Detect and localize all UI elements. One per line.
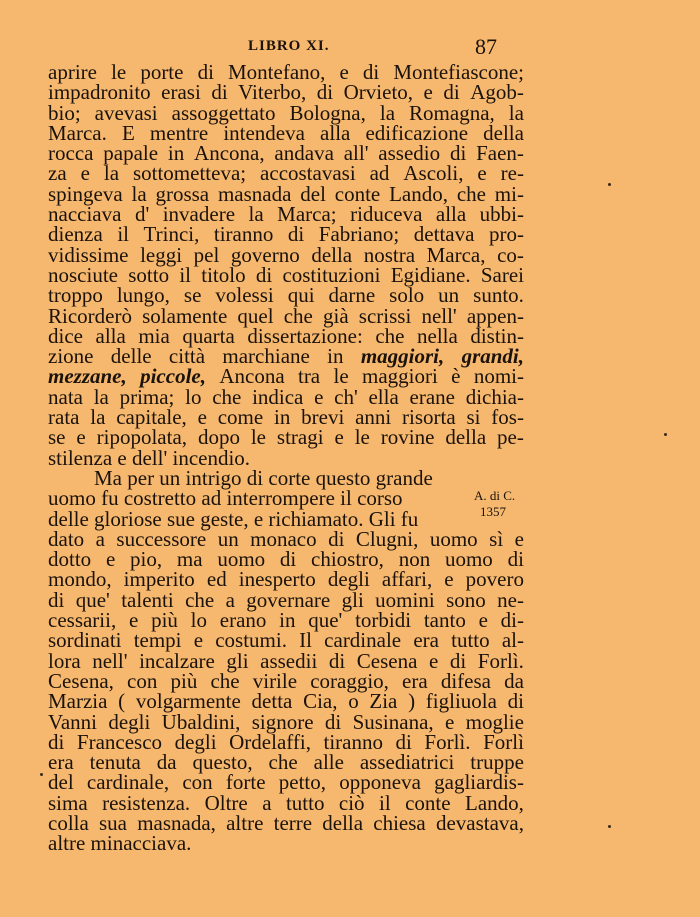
body-text [48, 62, 524, 854]
paper-speck [664, 433, 667, 436]
text-line: dotto e pio, ma uomo di chiostro, non uomo di [48, 547, 524, 572]
text-line: rocca papale in Ancona, andava all' assedio di Faen- [48, 141, 524, 166]
text-line: era tenuta da questo, che alle assediatrici truppe [48, 750, 524, 775]
text-line: aprire le porte di Montefano, e di Montefiascone; [48, 60, 524, 84]
text-line: nosciute sotto il titolo di costituzioni Egidiane. Sarei [48, 262, 524, 287]
text-line: Ma per un intrigo di corte questo grande [94, 465, 433, 490]
margin-note [474, 488, 534, 520]
paper-speck [608, 825, 611, 828]
text-line: Cesena, con più che virile coraggio, era difesa da [48, 668, 524, 693]
page-number: 87 [475, 34, 497, 59]
text-line: sima resistenza. Oltre a tutto ciò il conte Lando, [48, 790, 524, 815]
text-line: lora nell' incalzare gli assedii di Cesena e di Forlì. [48, 648, 524, 673]
running-head: LIBRO XI. [248, 38, 330, 54]
margin-note-label: A. di C. [474, 488, 516, 503]
text-line: sordinati tempi e costumi. Il cardinale era tutto al- [48, 628, 524, 653]
text-line: nacciava d' invadere la Marca; riduceva alla ubbi- [48, 202, 524, 227]
text-line: troppo lungo, se volessi qui darne solo un sunto. [48, 283, 524, 308]
text-line: Marzia ( volgarmente detta Cia, o Zia ) figliuola di [48, 689, 524, 714]
margin-note-year: 1357 [480, 504, 506, 519]
text-line: Marca. E mentre intendeva alla edificazione della [48, 120, 524, 145]
text-line: vidissime leggi pel governo della nostra Marca, co- [48, 242, 524, 267]
text-line: dice alla mia quarta dissertazione: che nella distin- [48, 323, 524, 348]
text-line: colla sua masnada, altre terre della chiesa devastava, [48, 810, 524, 835]
text-line: se e ripopolata, dopo le stragi e le rovine della pe- [48, 425, 524, 450]
text-line: dato a successore un monaco di Clugni, uomo sì e [48, 526, 524, 551]
paper-speck [608, 183, 611, 186]
paper-speck [40, 773, 43, 776]
text-line: nata la prima; lo che indica e ch' ella erane dichia- [48, 384, 524, 409]
text-line: za e la sottometteva; accostavasi ad Ascoli, e re- [48, 161, 524, 186]
text-line: di Francesco degli Ordelaffi, tiranno di Forlì. Forlì [48, 729, 524, 754]
text-line: cessarii, e più lo erano in que' torbidi tanto e di- [48, 608, 524, 633]
text-line: spingeva la grossa masnada del conte Lando, che mi- [48, 181, 524, 206]
text-line: uomo fu costretto ad interrompere il corso [48, 486, 403, 511]
text-line: bio; avevasi assoggettato Bologna, la Romagna, la [48, 100, 524, 125]
text-line: zione delle città marchiane in maggiori, grandi, [48, 344, 524, 369]
text-line: impadronito erasi di Viterbo, di Orvieto, e di Agob- [48, 80, 524, 105]
text-line: delle gloriose sue geste, e richiamato. Gli fu [48, 506, 419, 531]
page-header [48, 34, 508, 62]
text-line: mondo, imperito ed inesperto degli affari, e povero [48, 567, 524, 592]
text-line: Vanni degli Ubaldini, signore di Susinana, e moglie [48, 709, 524, 734]
text-line: stilenza e dell' incendio. [48, 445, 251, 470]
text-line: mezzane, piccole, Ancona tra le maggiori è nomi- [48, 364, 524, 389]
text-line: dienza il Trinci, tiranno di Fabriano; dettava pro- [48, 222, 524, 247]
text-line: del cardinale, con forte petto, opponeva gagliardis- [48, 770, 524, 795]
text-line: altre minacciava. [48, 831, 192, 856]
text-line: Ricorderò solamente quel che già scrissi nell' appen- [48, 303, 524, 328]
text-line: rata la capitale, e come in brevi anni risorta si fos- [48, 405, 524, 430]
text-line: di que' talenti che a governare gli uomini sono ne- [48, 587, 524, 612]
